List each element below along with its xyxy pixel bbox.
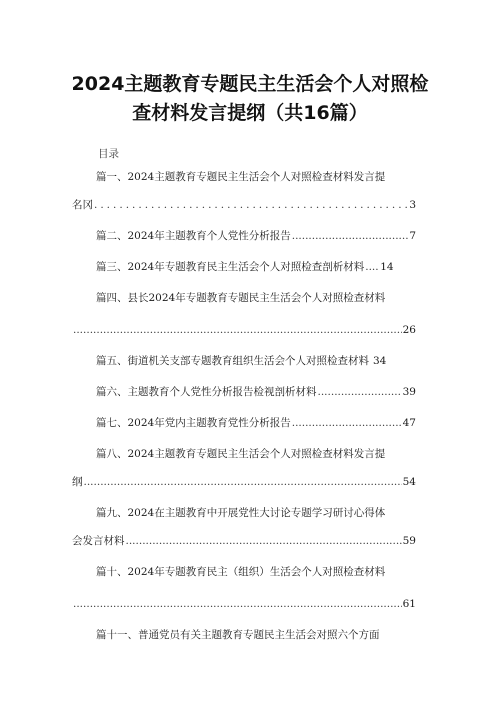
toc-entry-2[interactable] [72, 227, 416, 245]
toc-entry-9[interactable] [72, 504, 416, 550]
toc-entry-1[interactable] [72, 168, 416, 214]
toc-entry-1-title: 篇一、2024主题教育专题民主生活会个人对照检查材料发言提 [96, 171, 386, 183]
toc-leader-dots [73, 595, 402, 613]
toc-entry-3[interactable] [72, 258, 416, 276]
table-of-contents [72, 168, 416, 644]
toc-entry-2-title: 篇二、2024年主题教育个人党性分析报告 [96, 230, 291, 242]
toc-leader-dots [73, 321, 402, 339]
toc-entry-9-title: 篇九、2024在主题教育中开展党性大讨论专题学习研讨心得体 [96, 507, 386, 519]
toc-entry-4[interactable] [72, 289, 416, 339]
toc-entry-6[interactable] [72, 383, 416, 401]
toc-entry-6-title: 篇六、主题教育个人党性分析报告检视剖析材料 [96, 386, 317, 398]
title-line-1: 2024主题教育专题民主生活会个人对照检 [71, 73, 429, 95]
toc-entry-11-title: 篇十一、普通党员有关主题教育专题民主生活会对照六个方面 [96, 629, 380, 641]
toc-leader-dots [84, 473, 402, 491]
toc-leader-dots [365, 258, 379, 276]
toc-entry-10-title: 篇十、2024年专题教育民主（组织）生活会个人对照检查材料 [96, 566, 386, 578]
toc-entry-8-title: 篇八、2024主题教育专题民主生活会个人对照检查材料发言提 [96, 448, 386, 460]
toc-leader-dots [126, 532, 402, 550]
toc-leader-dots [292, 227, 409, 245]
toc-entry-8[interactable] [72, 445, 416, 491]
toc-entry-3-title: 篇三、2024年专题教育民主生活会个人对照检查剖析材料 [96, 261, 365, 273]
toc-leader-dots [94, 196, 408, 214]
document-title [60, 70, 440, 128]
toc-entry-10-page: 61 [402, 598, 416, 610]
toc-entry-7-page: 47 [402, 417, 416, 429]
toc-heading: 目录 [98, 148, 119, 160]
toc-entry-9-title-cont: 会发言材料 [72, 535, 125, 547]
toc-entry-11[interactable] [72, 626, 416, 644]
toc-entry-4-title: 篇四、县长2024年专题教育专题民主生活会个人对照检查材料 [96, 292, 386, 304]
toc-entry-7-title: 篇七、2024年党内主题教育党性分析报告 [96, 417, 291, 429]
toc-entry-4-page: 26 [402, 324, 416, 336]
toc-entry-2-page: 7 [409, 230, 416, 242]
toc-entry-8-page: 54 [402, 476, 416, 488]
toc-entry-5[interactable] [72, 352, 416, 370]
toc-entry-5-page: 34 [373, 355, 387, 367]
toc-entry-1-page: 3 [409, 199, 416, 211]
toc-leader-dots [292, 414, 402, 432]
toc-entry-7[interactable] [72, 414, 416, 432]
toc-entry-9-page: 59 [402, 535, 416, 547]
toc-entry-10[interactable] [72, 563, 416, 613]
title-line-2: 查材料发言提纲（共16篇） [132, 102, 368, 124]
toc-entry-5-title: 篇五、街道机关支部专题教育组织生活会个人对照检查材料 [96, 355, 369, 367]
toc-entry-8-title-cont: 纲 [72, 476, 83, 488]
toc-leader-dots [318, 383, 402, 401]
toc-entry-6-page: 39 [402, 386, 416, 398]
toc-entry-3-page: 14 [380, 261, 394, 273]
toc-entry-1-title-cont: 名冈 [72, 199, 93, 211]
